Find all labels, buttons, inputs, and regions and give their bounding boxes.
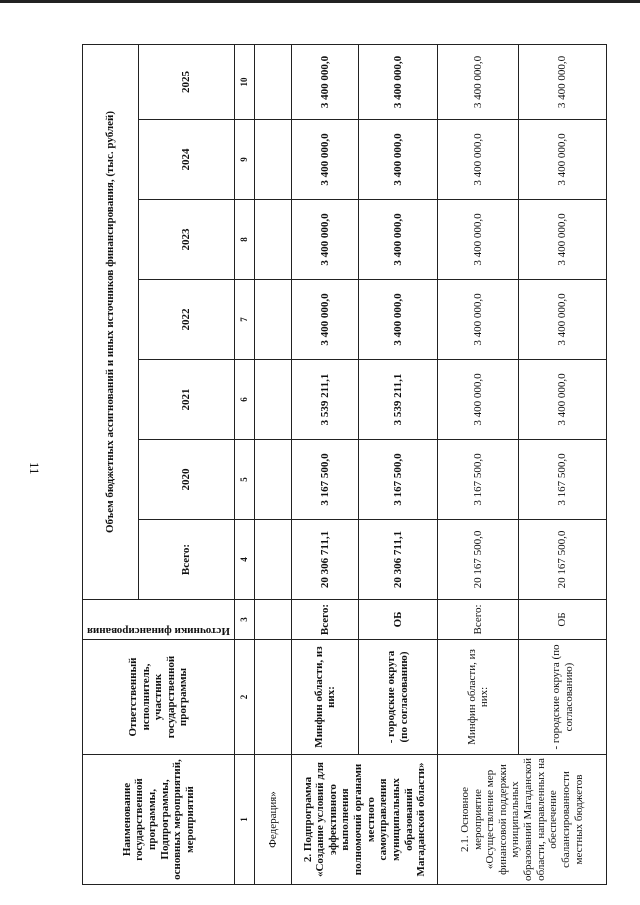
col-number: 2 [235,640,255,755]
row-value: 3 400 000,0 [438,200,519,280]
col-number: 6 [235,360,255,440]
header-sources-text: Источники финансирования [87,625,231,637]
row-value [254,520,292,600]
column-number-row [235,44,255,884]
header-year-2021: 2021 [139,360,235,440]
table-row [292,44,359,884]
row-value: 3 400 000,0 [438,44,519,119]
row-name: 2.1. Основное мероприятие «Осуществление мер финансовой поддержки муниципальных образований Магаданской области, направленных на обеспечение сбалансированности местных бюджетов [438,755,607,885]
header-year-2024: 2024 [139,120,235,200]
row-name: 2. Подпрограмма «Создание условий для эффективного выполнения полномочий органами местного самоуправления муниципальных образований Магаданской области» [292,755,438,885]
row-value: 3 539 211,1 [359,360,438,440]
row-value: 20 306 711,1 [359,520,438,600]
row-executor: Минфин области, из них: [438,640,519,755]
row-value: 3 400 000,0 [292,280,359,360]
row-value [254,440,292,520]
top-border-line [0,0,640,3]
row-value [254,44,292,119]
row-source: ОБ [359,600,438,640]
header-year-2025: 2025 [139,44,235,119]
row-source: ОБ [519,600,607,640]
header-sources [83,600,235,640]
row-value: 3 167 500,0 [519,440,607,520]
row-executor: - городские округа (по согласованию) [359,640,438,755]
col-number: 3 [235,600,255,640]
header-year-2022: 2022 [139,280,235,360]
header-year-2020: 2020 [139,440,235,520]
row-value [254,120,292,200]
row-name: Федерация» [254,755,292,885]
col-number: 9 [235,120,255,200]
rotated-table-container [82,45,607,885]
header-year-2023: 2023 [139,200,235,280]
row-value: 3 400 000,0 [359,44,438,119]
col-number: 1 [235,755,255,885]
header-name: Наименование государственной программы, Подпрограммы, основных мероприятий, мероприятий [83,755,235,885]
row-executor: Минфин области, из них: [292,640,359,755]
row-value: 3 400 000,0 [359,120,438,200]
row-value [254,200,292,280]
row-value: 3 400 000,0 [519,280,607,360]
row-value: 3 400 000,0 [438,120,519,200]
row-value: 3 400 000,0 [438,280,519,360]
row-value: 3 539 211,1 [292,360,359,440]
row-value: 3 167 500,0 [292,440,359,520]
row-value: 3 400 000,0 [519,120,607,200]
row-value: 20 167 500,0 [519,520,607,600]
table-row [438,44,519,884]
row-source: Всего: [292,600,359,640]
funding-table [82,44,607,885]
row-value: 3 400 000,0 [519,360,607,440]
row-value: 3 400 000,0 [519,200,607,280]
page-number: 11 [27,462,42,475]
row-value: 3 167 500,0 [438,440,519,520]
row-executor [254,640,292,755]
header-year-total: Всего: [139,520,235,600]
col-number: 7 [235,280,255,360]
row-value: 20 306 711,1 [292,520,359,600]
row-value: 3 400 000,0 [438,360,519,440]
row-value: 3 400 000,0 [292,120,359,200]
row-value [254,360,292,440]
row-value: 3 400 000,0 [519,44,607,119]
col-number: 8 [235,200,255,280]
row-value: 3 400 000,0 [359,200,438,280]
row-source [254,600,292,640]
row-value: 3 400 000,0 [359,280,438,360]
col-number: 4 [235,520,255,600]
header-executor: Ответственный исполнитель, участник государственной программы [83,640,235,755]
row-value: 3 167 500,0 [359,440,438,520]
row-executor: - городские округа (по согласованию) [519,640,607,755]
col-number: 5 [235,440,255,520]
col-number: 10 [235,44,255,119]
table-row [254,44,292,884]
row-value: 20 167 500,0 [438,520,519,600]
row-source: Всего: [438,600,519,640]
row-value [254,280,292,360]
row-value: 3 400 000,0 [292,44,359,119]
header-funding-title: Объем бюджетных ассигнований и иных источников финансирования, (тыс. рублей) [83,44,139,599]
row-value: 3 400 000,0 [292,200,359,280]
